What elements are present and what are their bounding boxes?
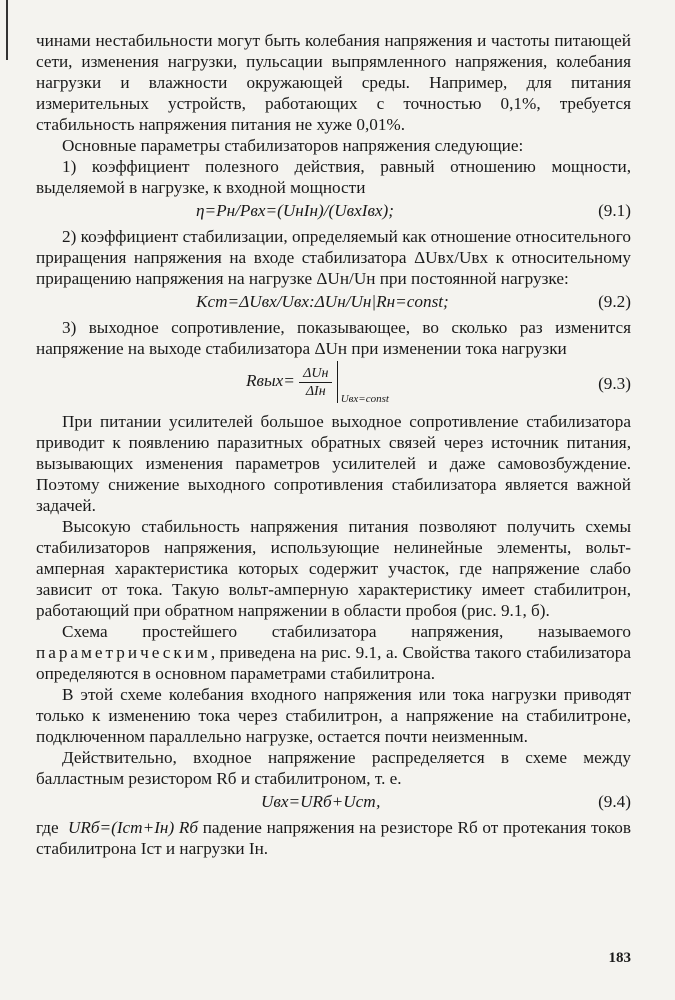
text-run: где	[36, 818, 59, 837]
text-run: падение напряжения на резисторе Rб от протекания токов стабилитрона Iст и нагрузки Iн.	[36, 818, 632, 858]
equation-number: (9.4)	[598, 792, 631, 811]
paragraph: чинами нестабильности могут быть колебания напряжения и частоты питающей сети, изменения нагрузки, пульсации выпрямленного напряжения, колебания нагрузки и влажности окружающей среды. Например, для питания измерительных устройств, работающих с точностью 0,1%, требуется стабильность напряжения питания не хуже 0,01%.	[36, 31, 631, 134]
page-number: 183	[608, 950, 631, 966]
paragraph: 3) выходное сопротивление, показывающее, во сколько раз изменится напряжение на выходе стабилизатора ΔUн при изменении тока нагрузки	[36, 318, 631, 358]
equation-formula: η=Pн/Pвх=(UнIн)/(UвхIвх);	[196, 201, 395, 220]
equation-number: (9.3)	[598, 374, 631, 393]
evaluation-bar	[337, 361, 389, 403]
paragraph: Основные параметры стабилизаторов напряжения следующие:	[62, 136, 524, 155]
equation-9-3	[36, 361, 631, 409]
paragraph: Высокую стабильность напряжения питания позволяют получить схемы стабилизаторов напряжения, использующие нелинейные элементы, вольт-амперная характеристика которых содержит участок, где напряжение слабо зависит от тока. Такую вольт-амперную характеристику имеет стабилитрон, работающий при обратном напряжении в области пробоя (рис. 9.1, б).	[36, 517, 631, 620]
equation-formula: Kст=ΔUвх/Uвх:ΔUн/Uн|Rн=const;	[196, 292, 449, 311]
paragraph: В этой схеме колебания входного напряжения или тока нагрузки приводят только к изменению тока через стабилитрон, а напряжение на стабилитроне, подключенном параллельно нагрузке, остается почти неизменным.	[36, 685, 631, 746]
equation-lhs: Rвых=	[246, 370, 295, 390]
equation-9-4	[36, 791, 631, 815]
text-run: Схема простейшего стабилизатора напряжения, называемого	[62, 622, 631, 641]
paragraph: При питании усилителей большое выходное сопротивление стабилизатора приводит к появлению паразитных обратных связей через источник питания, вызывающих изменения параметров усилителей и даже самовозбуждение. Поэтому снижение выходного сопротивления стабилизатора является важной задачей.	[36, 412, 631, 515]
fraction-numerator: ΔUн	[299, 365, 332, 383]
equation-9-2	[36, 291, 631, 315]
page-edge	[6, 0, 8, 60]
equation-number: (9.1)	[598, 201, 631, 220]
paragraph	[36, 817, 631, 859]
equation-formula	[246, 361, 389, 403]
paragraph: Действительно, входное напряжение распределяется в схеме между балластным резистором Rб и стабилитроном, т. е.	[36, 748, 631, 788]
equation-9-1	[36, 200, 631, 224]
paragraph: 2) коэффициент стабилизации, определяемый как отношение относительного приращения напряжения на входе стабилизатора ΔUвх/Uвх к относительному приращению напряжения на нагрузке ΔUн/Uн при постоянной нагрузке:	[36, 227, 631, 288]
fraction-denominator: ΔIн	[305, 383, 326, 399]
fraction	[299, 365, 332, 400]
inline-formula: URб=(Iст+Iн) Rб	[67, 818, 198, 837]
spaced-term: параметрическим	[36, 643, 211, 662]
text-run: , приведена на рис. 9.1, а. Свойства такого стабилизатора определяются в основном параметрами стабилитрона.	[36, 643, 631, 683]
paragraph: 1) коэффициент полезного действия, равный отношению мощности, выделяемой в нагрузке, к входной мощности	[36, 157, 631, 197]
paragraph	[36, 621, 631, 684]
condition: Uвх=const	[340, 393, 389, 405]
equation-number: (9.2)	[598, 292, 631, 311]
equation-formula: Uвх=URб+Uст,	[261, 792, 381, 811]
